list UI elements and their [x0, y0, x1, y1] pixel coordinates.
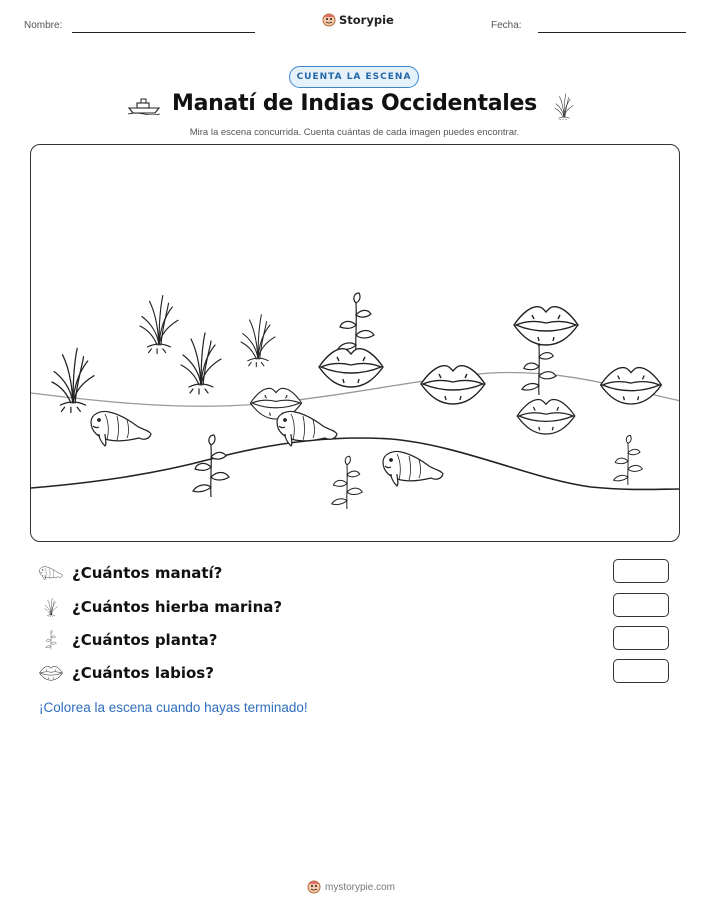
brand	[322, 13, 394, 27]
lips-2	[421, 366, 485, 404]
question-seagrass	[38, 595, 282, 619]
plant-5	[614, 435, 643, 485]
lips-4	[517, 400, 575, 434]
answer-box-manatee[interactable]	[613, 559, 669, 583]
lips-1	[319, 349, 383, 387]
plant-4	[332, 456, 363, 509]
lips-5	[601, 368, 662, 404]
question-manatee	[38, 561, 222, 585]
name-input-line[interactable]	[72, 32, 255, 33]
manatee-3	[383, 451, 443, 486]
seagrass-icon	[38, 597, 64, 617]
footer	[307, 880, 395, 894]
seagrass-4	[241, 315, 275, 367]
coloring-note: ¡Colorea la escena cuando hayas terminado!	[39, 700, 308, 715]
manatee-1	[91, 411, 151, 446]
activity-badge: CUENTA LA ESCENA	[289, 66, 419, 88]
plant-1	[338, 293, 374, 355]
storypie-logo-icon	[307, 880, 321, 894]
seagrass-3	[181, 333, 221, 394]
answer-box-seagrass[interactable]	[613, 593, 669, 617]
date-label: Fecha:	[491, 20, 522, 31]
manatee-icon	[38, 563, 64, 583]
date-input-line[interactable]	[538, 32, 686, 33]
plant-3	[193, 435, 229, 497]
brand-name: Storypie	[339, 13, 394, 27]
seabed-line	[31, 438, 680, 490]
seagrass-2	[140, 296, 178, 354]
question-text: ¿Cuántos labios?	[72, 664, 214, 682]
question-text: ¿Cuántos hierba marina?	[72, 598, 283, 616]
lips-3	[514, 307, 578, 345]
footer-url[interactable]: mystorypie.com	[325, 881, 396, 893]
seagrass-1	[52, 348, 94, 412]
question-plant	[38, 628, 218, 652]
lips-icon	[38, 663, 64, 683]
name-label: Nombre:	[24, 20, 63, 31]
question-text: ¿Cuántos manatí?	[72, 564, 223, 582]
manatee-2	[277, 411, 337, 446]
answer-box-plant[interactable]	[613, 626, 669, 650]
storypie-logo-icon	[322, 13, 336, 27]
seagrass-icon	[549, 92, 579, 120]
plant-icon	[38, 630, 64, 650]
question-lips	[38, 661, 214, 685]
answer-box-lips[interactable]	[613, 659, 669, 683]
instructions: Mira la escena concurrida. Cuenta cuántas de cada imagen puedes encontrar.	[189, 127, 520, 138]
counting-scene	[30, 144, 680, 542]
page-title: Manatí de Indias Occidentales	[172, 91, 537, 116]
question-text: ¿Cuántos planta?	[72, 631, 218, 649]
